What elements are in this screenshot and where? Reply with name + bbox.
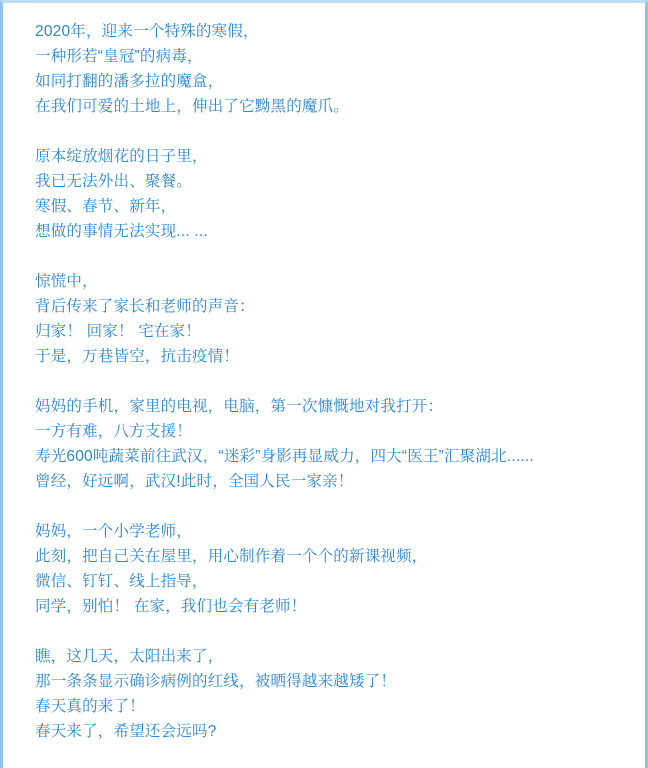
stanza-gap xyxy=(35,119,625,144)
poem-line: 寿光600吨蔬菜前往武汉，“迷彩”身影再显威力，四大“医王”汇聚湖北...... xyxy=(35,448,534,465)
poem-line: 寒假、春节、新年， xyxy=(35,198,177,215)
poem-line: 春天来了，希望还会远吗? xyxy=(35,723,217,740)
poem-line: 于是，万巷皆空，抗击疫情！ xyxy=(35,348,240,365)
poem-line: 背后传来了家长和老师的声音： xyxy=(35,298,255,315)
poem-line: 一方有难，八方支援！ xyxy=(35,423,193,440)
stanza-gap xyxy=(35,619,625,644)
poem-line: 想做的事情无法实现... ... xyxy=(35,223,208,240)
stanza-gap xyxy=(35,494,625,519)
poem-line: 妈妈的手机，家里的电视，电脑，第一次慷慨地对我打开： xyxy=(35,398,444,415)
poem-line: 原本绽放烟花的日子里， xyxy=(35,148,208,165)
stanza-gap xyxy=(35,369,625,394)
poem-line: 惊慌中， xyxy=(35,273,98,290)
poem-line: 此刻，把自己关在屋里，用心制作着一个个的新课视频， xyxy=(35,548,428,565)
poem-body xyxy=(3,3,645,744)
stanza-gap xyxy=(35,244,625,269)
poem-line: 同学，别怕！ 在家，我们也会有老师！ xyxy=(35,598,307,615)
poem-line: 归家！ 回家！ 宅在家！ xyxy=(35,323,202,340)
poem-line: 在我们可爱的土地上，伸出了它黝黑的魔爪。 xyxy=(35,98,350,115)
poem-line: 曾经，好远啊，武汉!此时，全国人民一家亲！ xyxy=(35,473,354,490)
poem-line: 微信、钉钉、线上指导， xyxy=(35,573,208,590)
poem-line: 那一条条显示确诊病例的红线，被晒得越来越矮了！ xyxy=(35,673,397,690)
poem-line: 春天真的来了！ xyxy=(35,698,145,715)
poem-line: 瞧，这几天，太阳出来了， xyxy=(35,648,224,665)
poem-line: 妈妈，一个小学老师， xyxy=(35,523,193,540)
poem-line: 我已无法外出、聚餐。 xyxy=(35,173,193,190)
poem-line: 2020年，迎来一个特殊的寒假， xyxy=(35,23,259,40)
poem-line: 如同打翻的潘多拉的魔盒， xyxy=(35,73,224,90)
poem-line: 一种形若“皇冠”的病毒， xyxy=(35,48,203,65)
